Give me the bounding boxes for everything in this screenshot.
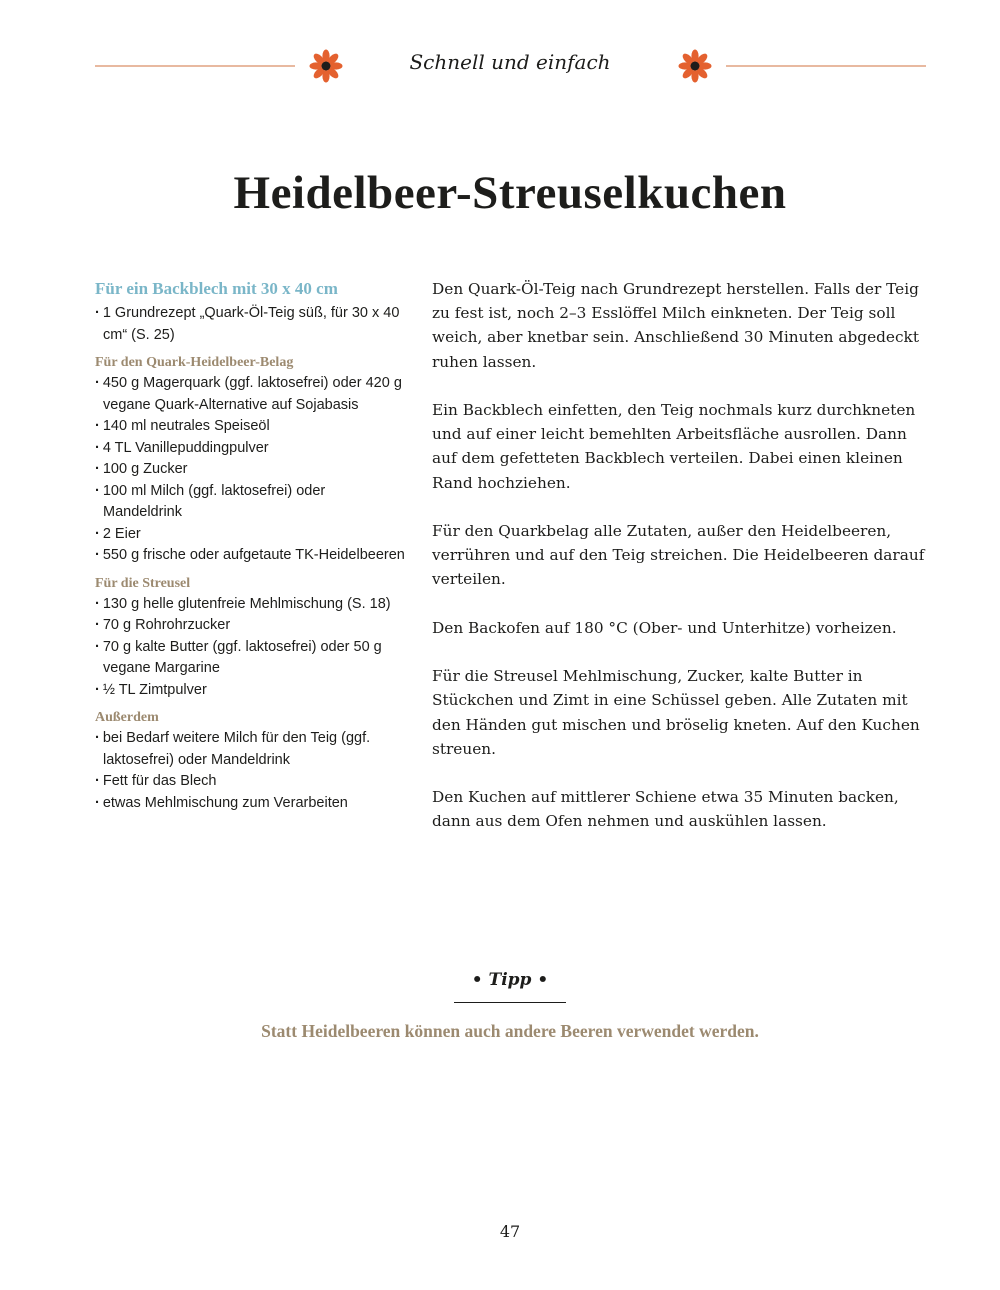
ingredient-item: · 140 ml neutrales Speiseöl <box>95 416 405 438</box>
flower-icon <box>309 49 343 83</box>
ingredient-item: · 450 g Magerquark (ggf. laktosefrei) oder 420 g vegane Quark-Alternative auf Sojabasis <box>95 373 405 416</box>
ingredient-item: · 100 g Zucker <box>95 459 405 481</box>
tipp-text: Statt Heidelbeeren können auch andere Beeren verwendet werden. <box>261 1021 759 1041</box>
instruction-paragraph: Für die Streusel Mehlmischung, Zucker, kalte Butter in Stückchen und Zimt in eine Schüssel geben. Alle Zutaten mit den Händen gut mischen und bröselig kneten. Auf den Kuchen streuen. <box>432 667 920 758</box>
instructions-column <box>432 277 930 858</box>
ingredient-item: · Fett für das Blech <box>95 771 405 793</box>
ingredient-item: · 130 g helle glutenfreie Mehlmischung (S. 18) <box>95 594 405 616</box>
streusel-ingredients-list <box>95 594 405 702</box>
recipe-title: Heidelbeer-Streuselkuchen <box>233 167 787 219</box>
group-heading-ausserdem: Außerdem <box>95 710 159 725</box>
ingredient-item: · 70 g kalte Butter (ggf. laktosefrei) oder 50 g vegane Margarine <box>95 637 405 680</box>
page-number: 47 <box>499 1222 521 1241</box>
flower-icon <box>678 49 712 83</box>
header-line-left <box>95 65 295 67</box>
ingredient-item: · ½ TL Zimtpulver <box>95 680 405 702</box>
header-line-right <box>726 65 926 67</box>
instruction-paragraph: Den Backofen auf 180 °C (Ober- und Unterhitze) vorheizen. <box>432 618 897 637</box>
instruction-paragraph: Ein Backblech einfetten, den Teig nochmals kurz durchkneten und auf einer leicht bemehlten Arbeitsfläche ausrollen. Dann auf dem gefetteten Backblech verteilen. Dabei einen kleinen Rand hochziehen. <box>432 401 916 492</box>
belag-ingredients-list <box>95 373 405 567</box>
ingredient-item: · etwas Mehlmischung zum Verarbeiten <box>95 793 405 815</box>
ingredient-item: · 1 Grundrezept „Quark-Öl-Teig süß, für 30 x 40 cm“ (S. 25) <box>95 303 405 346</box>
ingredient-item: · bei Bedarf weitere Milch für den Teig (ggf. laktosefrei) oder Mandeldrink <box>95 728 405 771</box>
ingredients-column <box>95 278 405 814</box>
instruction-paragraph: Für den Quarkbelag alle Zutaten, außer den Heidelbeeren, verrühren und auf den Teig streichen. Die Heidelbeeren darauf verteilen. <box>432 522 925 589</box>
ingredients-heading: Für ein Backblech mit 30 x 40 cm <box>95 279 338 298</box>
group-heading-streusel: Für die Streusel <box>95 575 191 591</box>
tipp-divider <box>454 1002 566 1003</box>
ingredient-item: · 2 Eier <box>95 524 405 546</box>
ingredient-item: · 70 g Rohrohrzucker <box>95 615 405 637</box>
section-label: Schnell und einfach <box>409 50 611 74</box>
group-heading-belag: Für den Quark-Heidelbeer-Belag <box>95 355 294 370</box>
ingredient-item: · 550 g frische oder aufgetaute TK-Heidelbeeren <box>95 545 405 567</box>
tipp-label: • Tipp • <box>471 970 549 990</box>
instruction-paragraph: Den Kuchen auf mittlerer Schiene etwa 35 Minuten backen, dann aus dem Ofen nehmen und auskühlen lassen. <box>432 788 899 831</box>
ausserdem-ingredients-list <box>95 728 405 814</box>
base-ingredients-list <box>95 303 405 346</box>
ingredient-item: · 100 ml Milch (ggf. laktosefrei) oder Mandeldrink <box>95 481 405 524</box>
ingredient-item: · 4 TL Vanillepuddingpulver <box>95 438 405 460</box>
instruction-paragraph: Den Quark-Öl-Teig nach Grundrezept herstellen. Falls der Teig zu fest ist, noch 2–3 Esslöffel Milch einkneten. Der Teig soll weich, aber knetbar sein. Anschließend 30 Minuten abgedeckt ruhen lassen. <box>432 280 919 371</box>
